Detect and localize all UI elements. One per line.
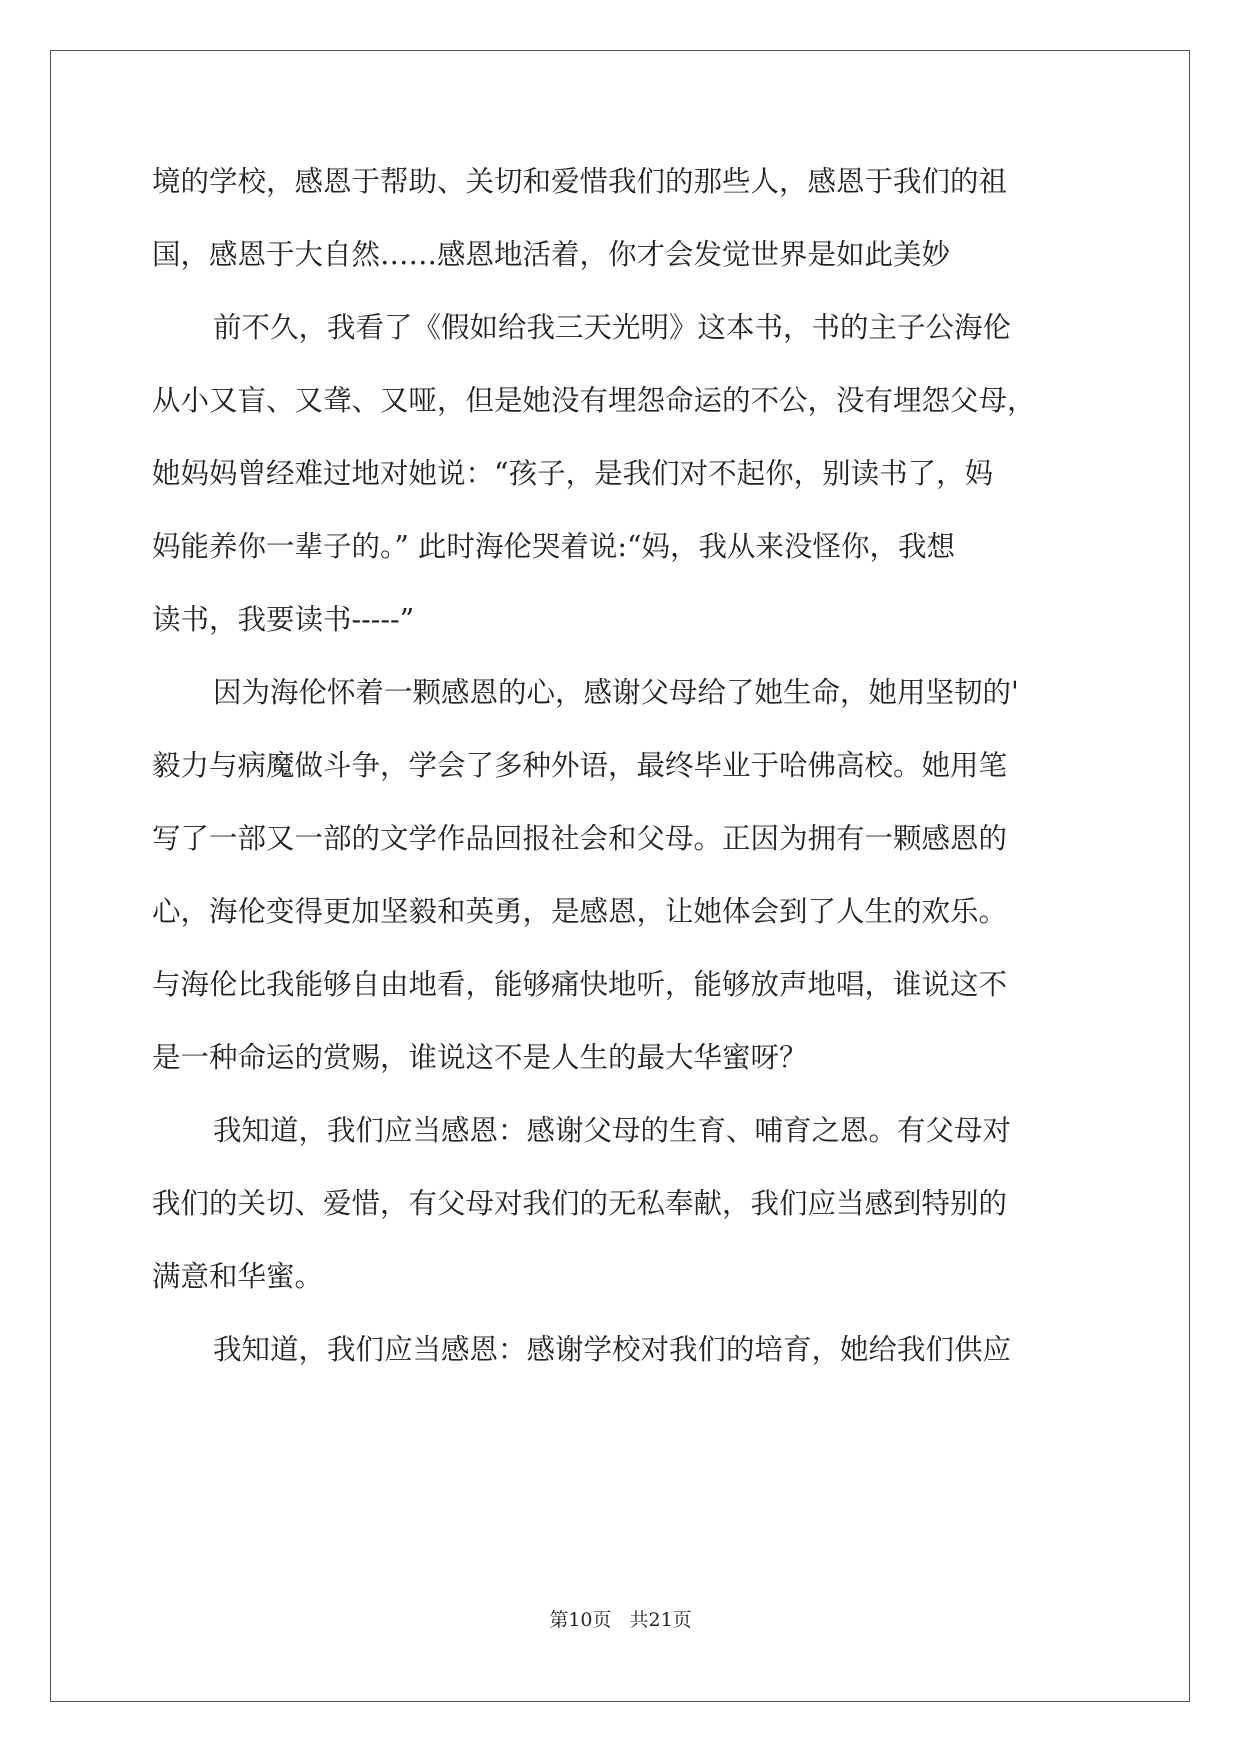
text-line: 毅力与病魔做斗争，学会了多种外语，最终毕业于哈佛高校。她用笔 — [152, 749, 1008, 782]
text-line: 境的学校，感恩于帮助、关切和爱惜我们的那些人，感恩于我们的祖 — [152, 165, 1008, 198]
text-line: 她妈妈曾经难过地对她说：“孩子，是我们对不起你，别读书了，妈 — [152, 457, 994, 490]
page-border — [50, 50, 1190, 1702]
text-line: 国，感恩于大自然……感恩地活着，你才会发觉世界是如此美妙 — [152, 238, 951, 271]
text-line: 写了一部又一部的文学作品回报社会和父母。正因为拥有一颗感恩的 — [152, 822, 1008, 855]
text-line: 读书，我要读书-----” — [152, 603, 415, 636]
text-line: 从小又盲、又聋、又哑，但是她没有埋怨命运的不公，没有埋怨父母， — [152, 384, 1036, 417]
text-line: 满意和华蜜。 — [152, 1260, 324, 1293]
text-line: 与海伦比我能够自由地看，能够痛快地听，能够放声地唱，谁说这不 — [152, 968, 1008, 1001]
paragraph-first-line: 前不久，我看了《假如给我三天光明》这本书，书的主子公海伦 — [213, 311, 1012, 344]
page-footer — [0, 1605, 1241, 1632]
text-line: 是一种命运的赏赐，谁说这不是人生的最大华蜜呀？ — [152, 1041, 808, 1074]
page-number: 第10页 — [549, 1609, 612, 1631]
paragraph-first-line: 我知道，我们应当感恩：感谢父母的生育、哺育之恩。有父母对 — [213, 1114, 1012, 1147]
page-total: 共21页 — [629, 1609, 692, 1631]
text-line: 我们的关切、爱惜，有父母对我们的无私奉献，我们应当感到特别的 — [152, 1187, 1008, 1220]
paragraph-first-line: 我知道，我们应当感恩：感谢学校对我们的培育，她给我们供应 — [213, 1333, 1012, 1366]
text-line: 妈能养你一辈子的。” 此时海伦哭着说:“妈，我从来没怪你，我想 — [152, 530, 956, 563]
paragraph-first-line: 因为海伦怀着一颗感恩的心，感谢父母给了她生命，她用坚韧的' — [213, 676, 1019, 709]
text-line: 心，海伦变得更加坚毅和英勇，是感恩，让她体会到了人生的欢乐。 — [152, 895, 1008, 928]
